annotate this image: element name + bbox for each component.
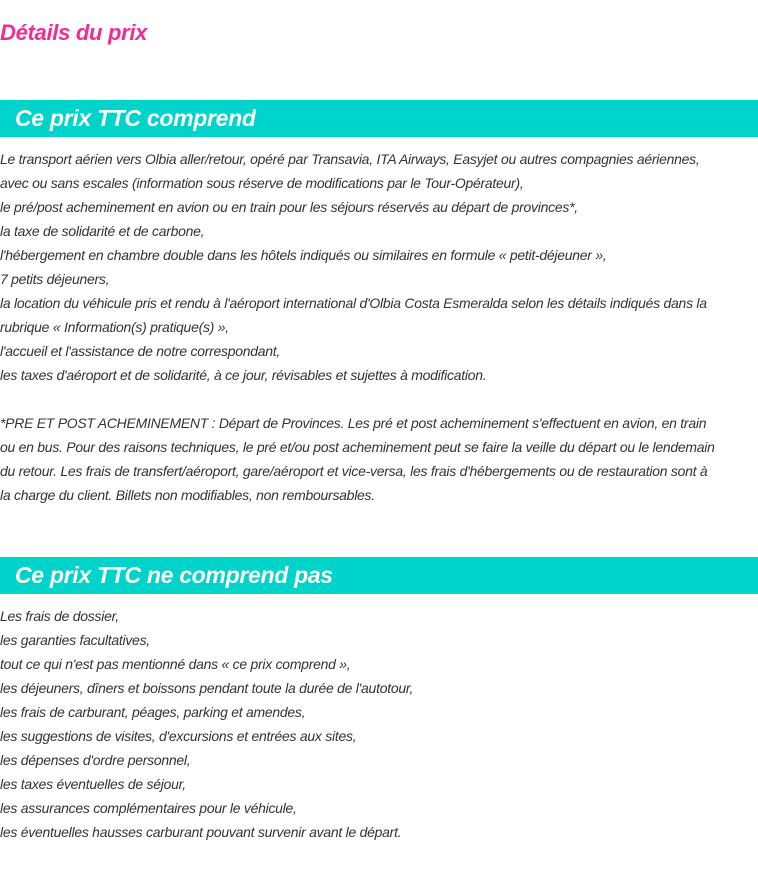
excluded-line: les dépenses d'ordre personnel, bbox=[0, 752, 191, 768]
excluded-line: tout ce qui n'est pas mentionné dans « ce prix comprend », bbox=[0, 656, 351, 672]
excluded-line: les assurances complémentaires pour le véhicule, bbox=[0, 800, 297, 816]
included-line: la location du véhicule pris et rendu à l'aéroport international d'Olbia Costa Esmeralda selon les détails indiqués dans la bbox=[0, 295, 707, 311]
included-list bbox=[0, 147, 758, 387]
included-line: avec ou sans escales (information sous réserve de modifications par le Tour-Opérateur), bbox=[0, 175, 524, 191]
included-line: l'hébergement en chambre double dans les hôtels indiqués ou similaires en formule « petit-déjeuner », bbox=[0, 247, 607, 263]
included-line: 7 petits déjeuners, bbox=[0, 271, 110, 287]
included-line: le pré/post acheminement en avion ou en train pour les séjours réservés au départ de provinces*, bbox=[0, 199, 578, 215]
included-line: les taxes d'aéroport et de solidarité, à ce jour, révisables et sujettes à modification. bbox=[0, 367, 487, 383]
excluded-line: les frais de carburant, péages, parking et amendes, bbox=[0, 704, 306, 720]
included-line: rubrique « Information(s) pratique(s) », bbox=[0, 319, 229, 335]
included-line: la taxe de solidarité et de carbone, bbox=[0, 223, 205, 239]
included-line: l'accueil et l'assistance de notre correspondant, bbox=[0, 343, 281, 359]
included-line: Le transport aérien vers Olbia aller/retour, opéré par Transavia, ITA Airways, Easyjet ou autres compagnies aériennes, bbox=[0, 151, 700, 167]
included-heading: Ce prix TTC comprend bbox=[15, 105, 256, 131]
note-line: la charge du client. Billets non modifiables, non remboursables. bbox=[0, 487, 375, 503]
included-section-header bbox=[0, 100, 758, 137]
excluded-line: les garanties facultatives, bbox=[0, 632, 150, 648]
excluded-line: les éventuelles hausses carburant pouvant survenir avant le départ. bbox=[0, 824, 402, 840]
excluded-line: les taxes éventuelles de séjour, bbox=[0, 776, 186, 792]
excluded-line: Les frais de dossier, bbox=[0, 608, 119, 624]
excluded-section-header bbox=[0, 557, 758, 594]
excluded-line: les suggestions de visites, d'excursions et entrées aux sites, bbox=[0, 728, 357, 744]
excluded-heading: Ce prix TTC ne comprend pas bbox=[15, 562, 333, 588]
excluded-list bbox=[0, 604, 758, 844]
note-line: ou en bus. Pour des raisons techniques, le pré et/ou post acheminement peut se faire la veille du départ ou le lendemain bbox=[0, 439, 715, 455]
note-line: *PRE ET POST ACHEMINEMENT : Départ de Provinces. Les pré et post acheminement s'effectuent en avion, en train bbox=[0, 415, 707, 431]
excluded-line: les déjeuners, dîners et boissons pendant toute la durée de l'autotour, bbox=[0, 680, 414, 696]
page-title: Détails du prix bbox=[0, 20, 148, 45]
note-line: du retour. Les frais de transfert/aéroport, gare/aéroport et vice-versa, les frais d'hébergements ou de restauration sont à bbox=[0, 463, 708, 479]
transport-note bbox=[0, 411, 758, 507]
